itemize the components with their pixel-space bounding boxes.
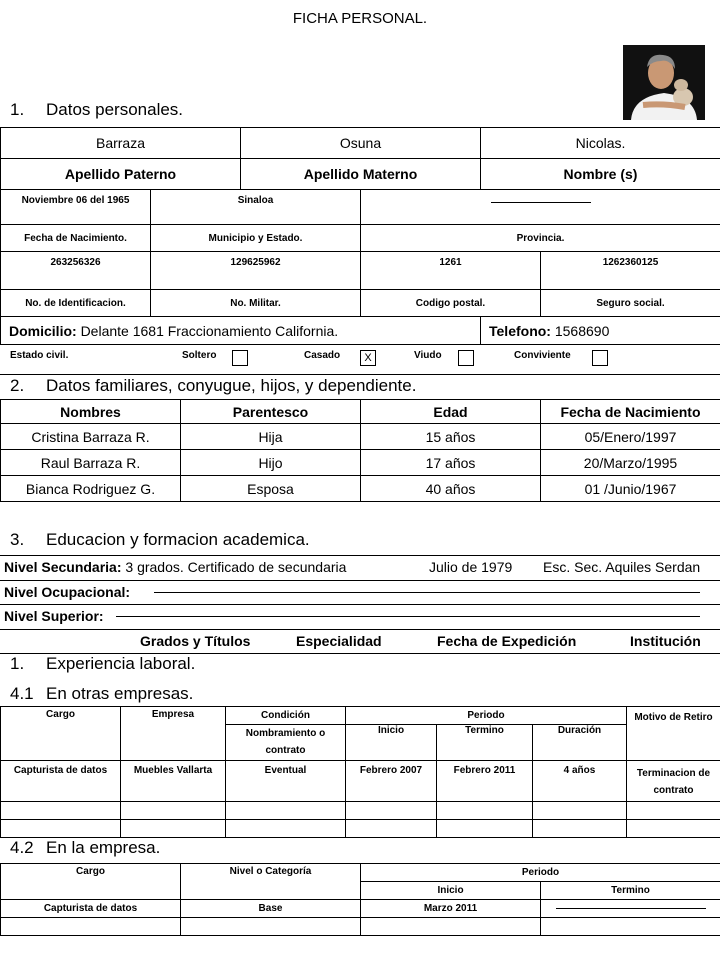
family-cell: Hijo (181, 450, 361, 476)
table-row (1, 476, 720, 502)
militar-value: 129625962 (151, 252, 361, 290)
section-4-heading: 1. Experiencia laboral. (10, 654, 196, 673)
page-title: FICHA PERSONAL. (292, 10, 428, 27)
family-cell: Cristina Barraza R. (1, 424, 181, 450)
table-row: Capturista de datos Muebles Vallarta Eventual Febrero 2007 Febrero 2011 4 años Terminacion de contrato (1, 761, 720, 802)
soltero-label: Soltero (182, 350, 217, 361)
family-cell: 01 /Junio/1967 (541, 476, 720, 502)
fecha-nacimiento-value: Noviembre 06 del 1965 (1, 190, 151, 225)
postal-label: Codigo postal. (361, 290, 541, 317)
apellido-materno-value: Osuna (241, 128, 481, 159)
viudo-label: Viudo (414, 350, 442, 361)
section-1-heading: 1. Datos personales. (10, 100, 184, 119)
provincia-value (361, 190, 720, 225)
casado-checkbox[interactable]: X (360, 350, 376, 366)
family-header: Parentesco (181, 400, 361, 424)
fecha-nacimiento-label: Fecha de Nacimiento. (1, 225, 151, 252)
seguro-label: Seguro social. (541, 290, 720, 317)
municipio-label: Municipio y Estado. (151, 225, 361, 252)
seguro-value: 1262360125 (541, 252, 720, 290)
table-row (1, 802, 720, 820)
family-cell: Esposa (181, 476, 361, 502)
nombre-label: Nombre (s) (481, 159, 720, 190)
conviviente-checkbox[interactable] (592, 350, 608, 366)
militar-label: No. Militar. (151, 290, 361, 317)
family-header: Edad (361, 400, 541, 424)
family-cell: Hija (181, 424, 361, 450)
soltero-checkbox[interactable] (232, 350, 248, 366)
family-header: Nombres (1, 400, 181, 424)
address-table (0, 316, 720, 345)
family-table (0, 399, 720, 502)
name-table (0, 127, 720, 190)
nivel-secundaria-row: Nivel Secundaria: 3 grados. Certificado de secundaria Julio de 1979 Esc. Sec. Aquiles Serdan (4, 559, 701, 575)
section-4-1-heading: 4.1 En otras empresas. (10, 684, 194, 703)
estado-civil-label: Estado civil. (10, 350, 69, 361)
en-la-empresa-table: Cargo Nivel o Categoría Periodo Inicio Termino Capturista de datos Base Marzo 2011 (0, 863, 720, 936)
birth-table (0, 189, 720, 252)
profile-photo (623, 45, 705, 120)
ids-table (0, 251, 720, 317)
table-row (1, 450, 720, 476)
table-row: Capturista de datos Base Marzo 2011 (1, 900, 720, 918)
family-cell: 17 años (361, 450, 541, 476)
municipio-value: Sinaloa (151, 190, 361, 225)
nivel-superior-row: Nivel Superior: (4, 608, 104, 624)
casado-label: Casado (304, 350, 341, 361)
otras-empresas-table: Cargo Empresa Condición Periodo Motivo de Retiro Nombramiento o contrato Inicio Termino Duración Capturista de datos Muebles Vallarta Eventual Febrero 2007 Febrero 2011 4 años Terminacion de contrato (0, 706, 720, 838)
section-2-heading: 2. Datos familiares, conyugue, hijos, y dependiente. (10, 376, 417, 395)
identificacion-value: 263256326 (1, 252, 151, 290)
telefono-cell: Telefono: 1568690 (481, 317, 720, 345)
viudo-checkbox[interactable] (458, 350, 474, 366)
postal-value: 1261 (361, 252, 541, 290)
person-photo-icon (623, 45, 705, 120)
family-cell: Raul Barraza R. (1, 450, 181, 476)
family-cell: 15 años (361, 424, 541, 450)
conviviente-label: Conviviente (514, 350, 571, 361)
family-cell: Bianca Rodriguez G. (1, 476, 181, 502)
provincia-label: Provincia. (361, 225, 720, 252)
apellido-paterno-value: Barraza (1, 128, 241, 159)
table-row (1, 424, 720, 450)
family-cell: 40 años (361, 476, 541, 502)
domicilio-cell: Domicilio: Delante 1681 Fraccionamiento California. (1, 317, 481, 345)
nombre-value: Nicolas. (481, 128, 720, 159)
family-cell: 20/Marzo/1995 (541, 450, 720, 476)
section-3-heading: 3. Educacion y formacion academica. (10, 530, 310, 549)
table-row (1, 820, 720, 838)
family-cell: 05/Enero/1997 (541, 424, 720, 450)
section-4-2-heading: 4.2 En la empresa. (10, 838, 161, 857)
apellido-paterno-label: Apellido Paterno (1, 159, 241, 190)
estado-civil-row (0, 344, 720, 375)
nivel-ocupacional-row: Nivel Ocupacional: (4, 584, 131, 600)
apellido-materno-label: Apellido Materno (241, 159, 481, 190)
identificacion-label: No. de Identificacion. (1, 290, 151, 317)
table-row (1, 918, 720, 936)
family-header: Fecha de Nacimiento (541, 400, 720, 424)
